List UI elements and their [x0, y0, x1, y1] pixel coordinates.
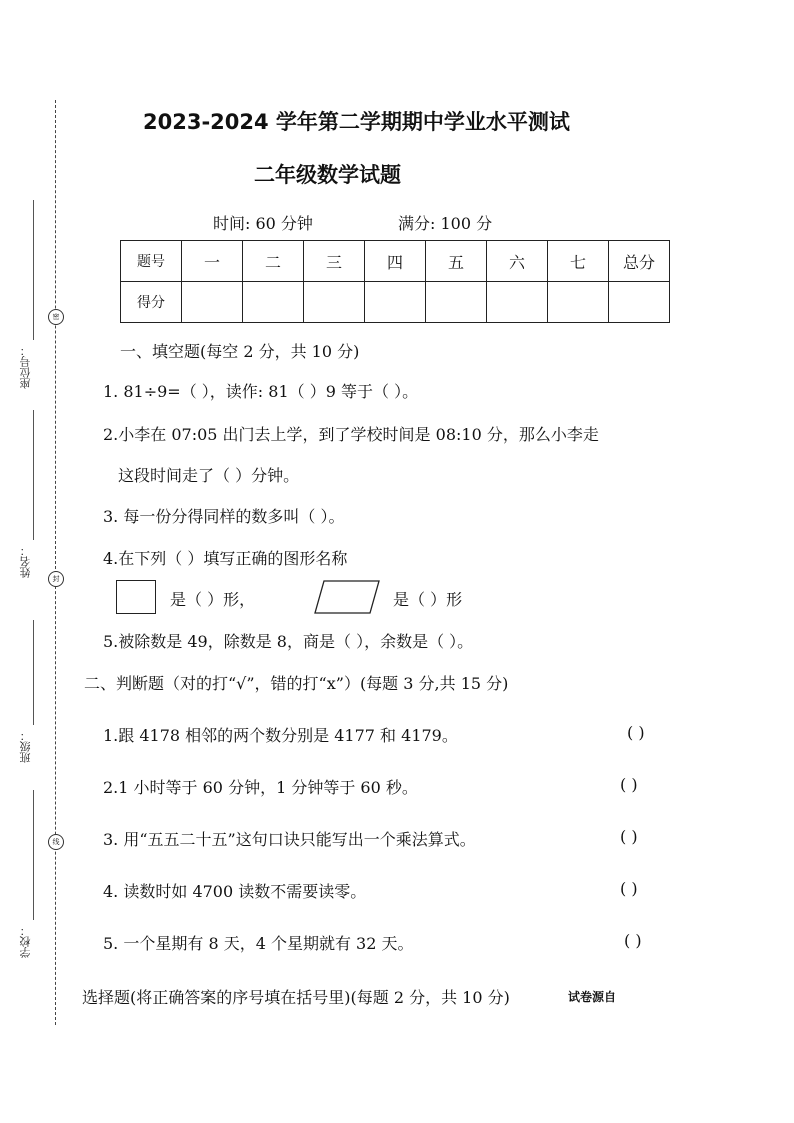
seat-label: 座位号：: [19, 345, 32, 389]
score-input-cell[interactable]: [487, 282, 548, 323]
seal-mark-xian: 线: [48, 834, 64, 850]
q1-2-line2: 这段时间走了（ ）分钟。: [118, 466, 300, 485]
table-cell: 六: [487, 241, 548, 282]
seal-mark-feng: 封: [48, 571, 64, 587]
score-input-cell[interactable]: [304, 282, 365, 323]
q2-2: 2.1 小时等于 60 分钟，1 分钟等于 60 秒。: [103, 778, 418, 797]
class-blank-line: [33, 620, 34, 725]
score-table-header-row: [121, 241, 670, 282]
q2-2-answer[interactable]: ( ): [620, 775, 638, 794]
full-score-label: 满分: 100 分: [398, 214, 493, 233]
seat-blank-line: [33, 200, 34, 340]
q1-4-shape1-answer: 是（ ）形，: [170, 590, 256, 609]
table-cell: 七: [548, 241, 609, 282]
q1-2-line1: 2.小李在 07:05 出门去上学，到了学校时间是 08:10 分，那么小李走: [103, 425, 599, 444]
time-label: 时间: 60 分钟: [213, 214, 313, 233]
score-table-score-row: [121, 282, 670, 323]
q1-4: 4.在下列（ ）填写正确的图形名称: [103, 549, 348, 568]
q2-4: 4. 读数时如 4700 读数不需要读零。: [103, 882, 367, 901]
score-input-cell[interactable]: [365, 282, 426, 323]
section3-heading: 选择题(将正确答案的序号填在括号里)(每题 2 分，共 10 分): [82, 988, 510, 1007]
section2-heading: 二、判断题（对的打“√”，错的打“x”）(每题 3 分,共 15 分): [84, 674, 509, 693]
score-table: [120, 240, 670, 323]
q2-1: 1.跟 4178 相邻的两个数分别是 4177 和 4179。: [103, 726, 458, 745]
score-input-cell[interactable]: [426, 282, 487, 323]
q2-3-answer[interactable]: ( ): [620, 827, 638, 846]
q1-4-shape2-answer: 是（ ）形: [393, 590, 463, 609]
score-input-cell[interactable]: [243, 282, 304, 323]
q1-3: 3. 每一份分得同样的数多叫（ ）。: [103, 507, 345, 526]
table-cell: 二: [243, 241, 304, 282]
section1-heading: 一、填空题(每空 2 分，共 10 分): [120, 342, 360, 361]
table-cell: 四: [365, 241, 426, 282]
class-label: 班级：: [19, 730, 32, 763]
exam-title: 2023-2024 学年第二学期期中学业水平测试: [143, 110, 570, 134]
table-cell: 一: [182, 241, 243, 282]
name-label: 姓名：: [19, 545, 32, 578]
school-blank-line: [33, 790, 34, 920]
score-input-cell[interactable]: [609, 282, 670, 323]
score-input-cell[interactable]: [182, 282, 243, 323]
q2-4-answer[interactable]: ( ): [620, 879, 638, 898]
table-cell: 三: [304, 241, 365, 282]
square-shape: [116, 580, 156, 614]
q2-3: 3. 用“五五二十五”这句口诀只能写出一个乘法算式。: [103, 830, 476, 849]
exam-subtitle: 二年级数学试题: [254, 163, 401, 187]
table-cell: 题号: [121, 241, 182, 282]
q1-5: 5.被除数是 49，除数是 8，商是（ ），余数是（ ）。: [103, 632, 474, 651]
q2-1-answer[interactable]: ( ): [627, 723, 645, 742]
binding-dashed-line: [55, 100, 56, 1025]
parallelogram-shape: [314, 580, 380, 614]
q2-5: 5. 一个星期有 8 天，4 个星期就有 32 天。: [103, 934, 414, 953]
name-blank-line: [33, 410, 34, 540]
table-cell: 得分: [121, 282, 182, 323]
table-cell: 五: [426, 241, 487, 282]
table-cell: 总分: [609, 241, 670, 282]
q1-1: 1. 81÷9=（ ），读作: 81（ ）9 等于（ ）。: [103, 382, 419, 401]
school-label: 学校：: [19, 925, 32, 958]
score-input-cell[interactable]: [548, 282, 609, 323]
seal-mark-mi: 密: [48, 309, 64, 325]
q2-5-answer[interactable]: ( ): [624, 931, 642, 950]
section3-source-note: 试卷源自: [568, 990, 617, 1004]
